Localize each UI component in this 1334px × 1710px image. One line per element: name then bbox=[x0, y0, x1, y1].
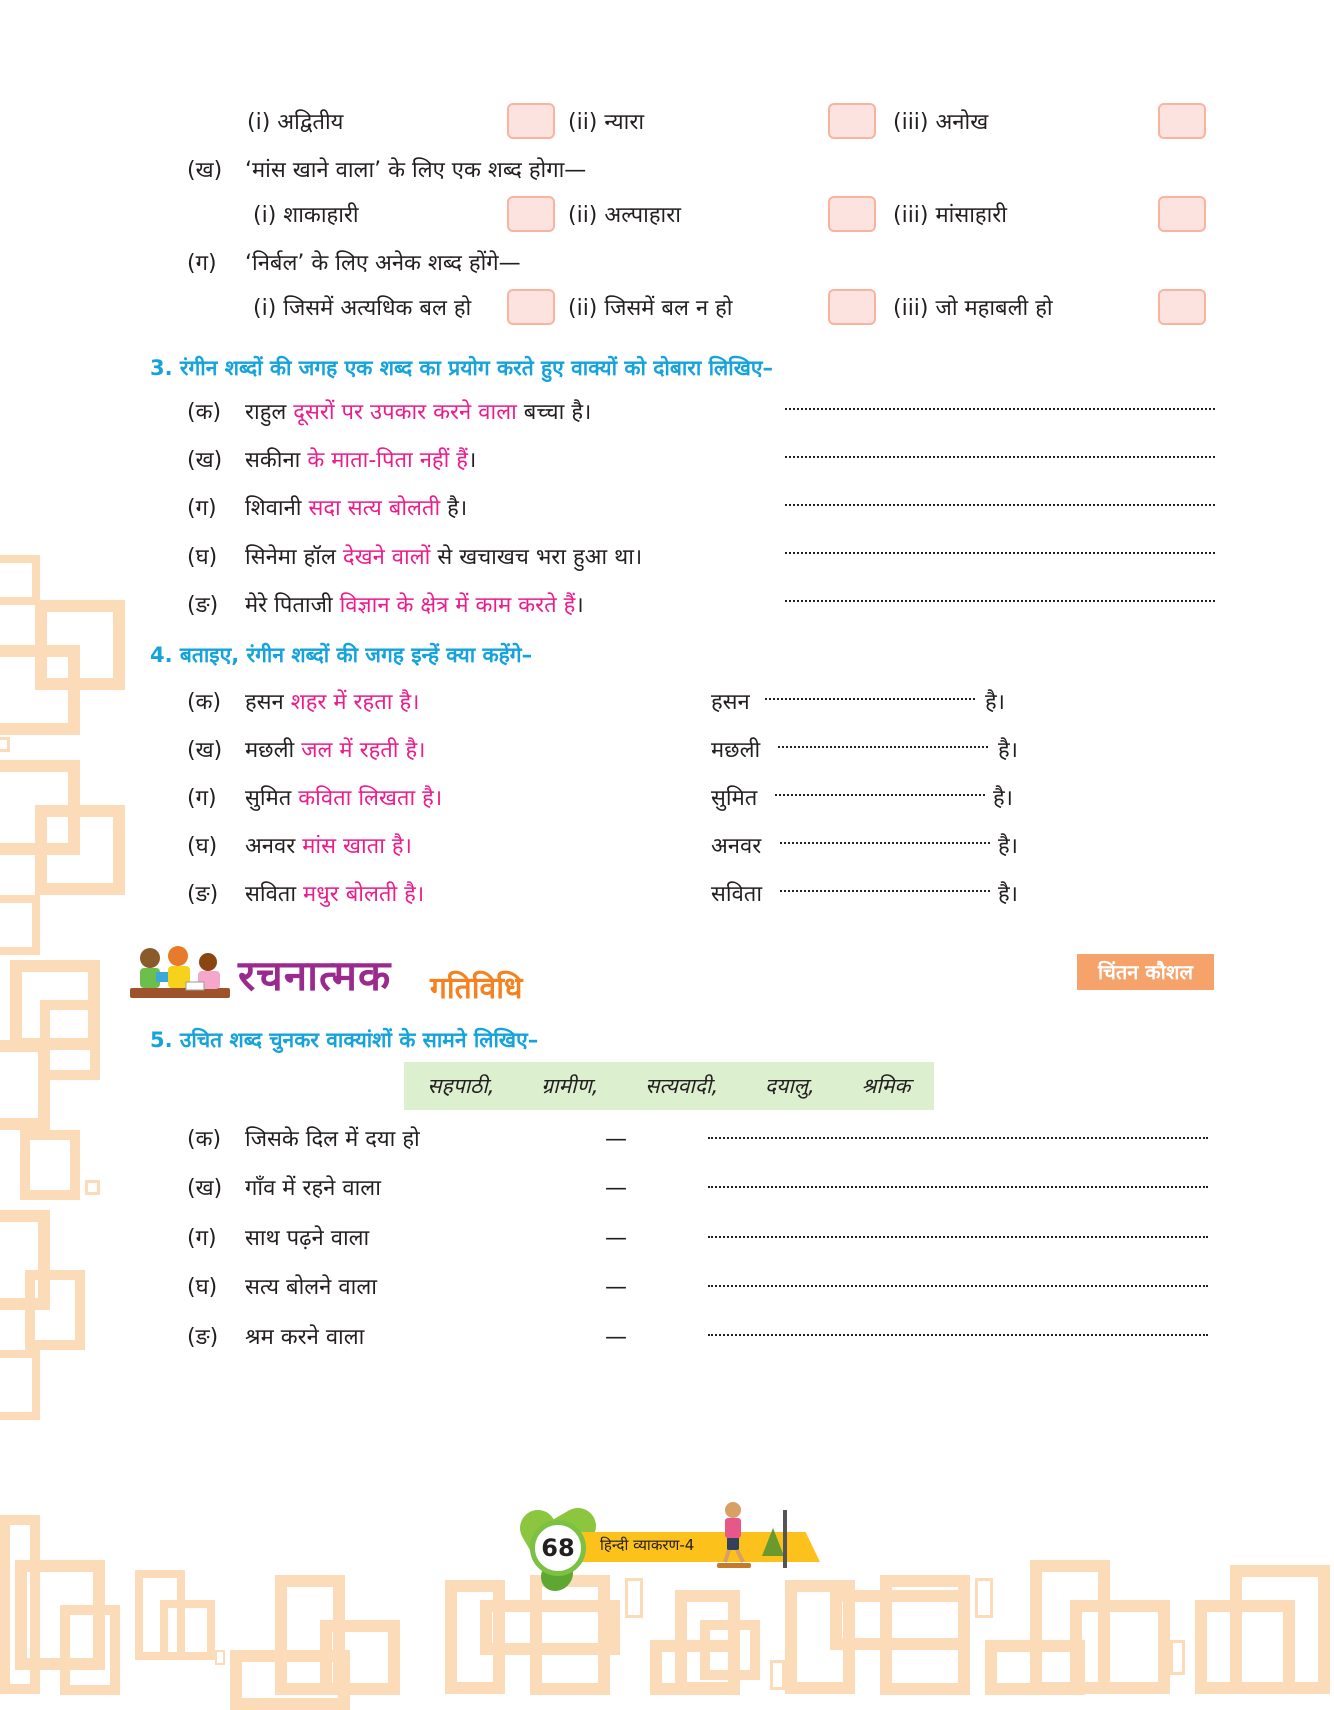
plain-text: । bbox=[575, 593, 584, 618]
q5-item bbox=[187, 1323, 364, 1353]
item-marker: (क) bbox=[187, 1127, 222, 1152]
word-bank-item: सत्यवादी, bbox=[645, 1074, 719, 1098]
plain-text: । bbox=[468, 448, 477, 473]
skateboard-boy-icon bbox=[715, 1500, 755, 1572]
page-number: 68 bbox=[530, 1520, 586, 1576]
plain-text: । bbox=[415, 882, 425, 907]
answer-subject: अनवर bbox=[711, 834, 762, 859]
item-marker: (ख) bbox=[187, 158, 223, 183]
answer-checkbox[interactable] bbox=[507, 289, 555, 325]
phrase-text: जिसके दिल में दया हो bbox=[245, 1127, 420, 1152]
word-bank-item: सहपाठी, bbox=[427, 1074, 495, 1098]
item-marker: (ङ) bbox=[187, 882, 219, 907]
q5-item bbox=[187, 1273, 377, 1303]
plain-text: । bbox=[403, 834, 412, 859]
answer-checkbox[interactable] bbox=[507, 103, 555, 139]
book-title: हिन्दी व्याकरण-4 bbox=[600, 1536, 695, 1554]
answer-checkbox[interactable] bbox=[507, 196, 555, 232]
dash: — bbox=[605, 1176, 627, 1201]
answer-end: है। bbox=[985, 690, 1006, 715]
question-5-heading: 5. उचित शब्द चुनकर वाक्यांशों के सामने लिखिए– bbox=[150, 1028, 539, 1052]
highlighted-text: शहर में रहता है bbox=[290, 690, 412, 715]
answer-end: है। bbox=[998, 738, 1019, 763]
answer-line[interactable] bbox=[780, 842, 990, 844]
q3-item bbox=[187, 398, 591, 428]
q5-item bbox=[187, 1125, 420, 1155]
item-marker: (ख) bbox=[187, 448, 223, 473]
word-bank-item: दयालु, bbox=[764, 1074, 815, 1098]
highlighted-text: कविता लिखता है bbox=[298, 786, 434, 811]
q4-item bbox=[187, 736, 426, 766]
activity-subtitle: गतिविधि bbox=[430, 971, 523, 1006]
answer-line[interactable] bbox=[785, 456, 1215, 458]
answer-checkbox[interactable] bbox=[1158, 196, 1206, 232]
answer-end: है। bbox=[998, 882, 1019, 907]
highlighted-text: जल में रहती है bbox=[301, 738, 418, 763]
answer-end: है। bbox=[998, 834, 1019, 859]
q4-item bbox=[187, 832, 412, 862]
answer-line[interactable] bbox=[708, 1285, 1208, 1287]
answer-checkbox[interactable] bbox=[828, 289, 876, 325]
plain-text: । bbox=[411, 690, 420, 715]
item-marker: (घ) bbox=[187, 545, 218, 570]
highlighted-text: मांस खाता है bbox=[302, 834, 404, 859]
plain-text: है। bbox=[440, 496, 468, 521]
highlighted-text: के माता-पिता नहीं हैं bbox=[307, 448, 468, 473]
plain-text: हसन bbox=[245, 690, 291, 715]
plain-text: से खचाखच भरा हुआ था। bbox=[430, 545, 643, 570]
answer-line[interactable] bbox=[708, 1334, 1208, 1336]
q2-ga-option-2: (ii) जिसमें बल न हो bbox=[568, 296, 733, 321]
item-marker: (ङ) bbox=[187, 593, 219, 618]
answer-subject: हसन bbox=[711, 690, 750, 715]
item-marker: (ग) bbox=[187, 251, 217, 276]
plain-text: बच्चा है। bbox=[516, 400, 592, 425]
q2-ga-option-1: (i) जिसमें अत्यधिक बल हो bbox=[253, 296, 472, 321]
plain-text: । bbox=[433, 786, 443, 811]
plain-text: । bbox=[417, 738, 426, 763]
answer-line[interactable] bbox=[708, 1236, 1208, 1238]
q2-ga-option-3: (iii) जो महाबली हो bbox=[893, 296, 1053, 321]
plain-text: मछली bbox=[245, 738, 302, 763]
phrase-text: साथ पढ़ने वाला bbox=[245, 1226, 370, 1251]
answer-line[interactable] bbox=[765, 698, 975, 700]
highlighted-text: मधुर बोलती है bbox=[303, 882, 416, 907]
q5-item bbox=[187, 1224, 369, 1254]
highlighted-text: दूसरों पर उपकार करने वाला bbox=[293, 400, 517, 425]
answer-line[interactable] bbox=[708, 1186, 1208, 1188]
q3-item bbox=[187, 543, 642, 573]
answer-line[interactable] bbox=[785, 408, 1215, 410]
plain-text: मेरे पिताजी bbox=[245, 593, 340, 618]
question-text: ‘मांस खाने वाला’ के लिए एक शब्द होगा— bbox=[245, 158, 587, 183]
word-bank-item: ग्रामीण, bbox=[541, 1074, 599, 1098]
activity-title: रचनात्मक bbox=[238, 951, 392, 1000]
dash: — bbox=[605, 1127, 627, 1152]
item-marker: (ग) bbox=[187, 786, 217, 811]
plain-text: सकीना bbox=[245, 448, 308, 473]
q2-ga-question bbox=[187, 249, 521, 279]
item-marker: (घ) bbox=[187, 834, 218, 859]
q5-item bbox=[187, 1174, 381, 1204]
q2-ka-option-1: (i) अद्वितीय bbox=[247, 110, 344, 135]
item-marker: (ङ) bbox=[187, 1325, 219, 1350]
item-marker: (घ) bbox=[187, 1275, 218, 1300]
answer-subject: सविता bbox=[711, 882, 763, 907]
plain-text: शिवानी bbox=[245, 496, 309, 521]
plain-text: राहुल bbox=[245, 400, 294, 425]
item-marker: (क) bbox=[187, 400, 222, 425]
answer-checkbox[interactable] bbox=[1158, 289, 1206, 325]
plain-text: सुमित bbox=[245, 786, 299, 811]
dash: — bbox=[605, 1275, 627, 1300]
answer-end: है। bbox=[993, 786, 1014, 811]
plain-text: सिनेमा हॉल bbox=[245, 545, 343, 570]
phrase-text: श्रम करने वाला bbox=[245, 1325, 365, 1350]
q2-kha-option-1: (i) शाकाहारी bbox=[253, 203, 359, 228]
word-bank-item: श्रमिक bbox=[861, 1074, 911, 1098]
answer-line[interactable] bbox=[780, 890, 990, 892]
phrase-text: गाँव में रहने वाला bbox=[245, 1176, 381, 1201]
answer-checkbox[interactable] bbox=[828, 103, 876, 139]
answer-line[interactable] bbox=[778, 746, 988, 748]
answer-checkbox[interactable] bbox=[1158, 103, 1206, 139]
question-3-heading: 3. रंगीन शब्दों की जगह एक शब्द का प्रयोग करते हुए वाक्यों को दोबारा लिखिए– bbox=[150, 356, 773, 380]
item-marker: (ख) bbox=[187, 738, 223, 763]
tree-icon bbox=[762, 1528, 784, 1556]
word-bank bbox=[404, 1062, 934, 1110]
plain-text: सविता bbox=[245, 882, 304, 907]
q2-ka-option-2: (ii) न्यारा bbox=[568, 110, 645, 135]
highlighted-text: सदा सत्य बोलती bbox=[308, 496, 441, 521]
skill-badge: चिंतन कौशल bbox=[1077, 954, 1214, 990]
q3-item bbox=[187, 494, 467, 524]
dash: — bbox=[605, 1325, 627, 1350]
q3-item bbox=[187, 446, 476, 476]
answer-line[interactable] bbox=[785, 600, 1215, 602]
q2-kha-option-2: (ii) अल्पाहारा bbox=[568, 203, 681, 228]
q4-item bbox=[187, 880, 424, 910]
answer-checkbox[interactable] bbox=[828, 196, 876, 232]
highlighted-text: विज्ञान के क्षेत्र में काम करते हैं bbox=[339, 593, 576, 618]
item-marker: (ग) bbox=[187, 1226, 217, 1251]
plain-text: अनवर bbox=[245, 834, 303, 859]
item-marker: (क) bbox=[187, 690, 222, 715]
q4-item bbox=[187, 688, 420, 718]
q4-item bbox=[187, 784, 442, 814]
answer-line[interactable] bbox=[775, 794, 985, 796]
dash: — bbox=[605, 1226, 627, 1251]
answer-subject: सुमित bbox=[711, 786, 758, 811]
answer-line[interactable] bbox=[785, 504, 1215, 506]
phrase-text: सत्य बोलने वाला bbox=[245, 1275, 377, 1300]
item-marker: (ग) bbox=[187, 496, 217, 521]
lamp-post-icon bbox=[783, 1510, 787, 1568]
question-4-heading: 4. बताइए, रंगीन शब्दों की जगह इन्हें क्या कहेंगे– bbox=[150, 643, 533, 667]
question-text: ‘निर्बल’ के लिए अनेक शब्द होंगे— bbox=[245, 251, 521, 276]
answer-subject: मछली bbox=[711, 738, 761, 763]
answer-line[interactable] bbox=[708, 1137, 1208, 1139]
answer-line[interactable] bbox=[785, 552, 1215, 554]
highlighted-text: देखने वालों bbox=[342, 545, 431, 570]
q2-kha-question bbox=[187, 156, 586, 186]
q3-item bbox=[187, 591, 584, 621]
item-marker: (ख) bbox=[187, 1176, 223, 1201]
q2-ka-option-3: (iii) अनोख bbox=[893, 110, 989, 135]
q2-kha-option-3: (iii) मांसाहारी bbox=[893, 203, 1007, 228]
children-reading-illustration bbox=[128, 944, 232, 1002]
